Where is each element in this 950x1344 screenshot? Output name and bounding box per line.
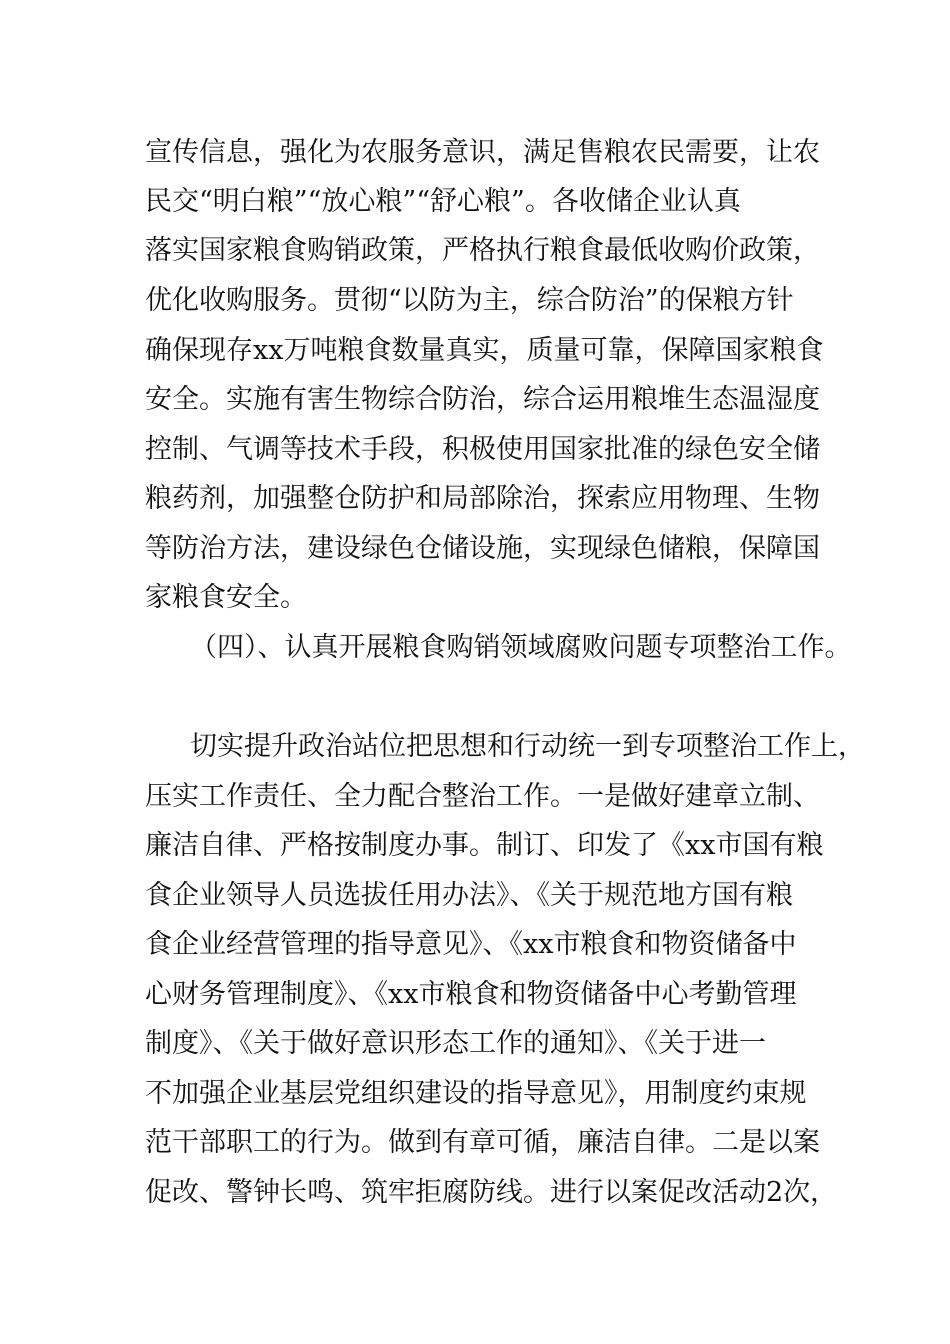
paragraph2-line-6: 心财务管理制度》、《xx市粮食和物资储备中心考勤管理 xyxy=(145,979,797,1010)
paragraph2-line-8: 不加强企业基层党组织建设的指导意见》，用制度约束规 xyxy=(145,1078,807,1109)
paragraph1-line-2: 民交“明白粮”“放心粮”“舒心粮”。各收储企业认真 xyxy=(145,186,741,217)
paragraph1-line-5: 确保现存xx万吨粮食数量真实，质量可靠，保障国家粮食 xyxy=(145,335,824,366)
paragraph1-line-3: 落实国家粮食购销政策，严格执行粮食最低收购价政策， xyxy=(145,235,820,266)
paragraph2-line-10: 促改、警钟长鸣、筑牢拒腐防线。进行以案促改活动2次， xyxy=(145,1177,838,1208)
paragraph1-line-1: 宣传信息，强化为农服务意识，满足售粮农民需要，让农 xyxy=(145,137,820,168)
paragraph2-line-3: 廉洁自律、严格按制度办事。制订、印发了《xx市国有粮 xyxy=(145,830,824,861)
paragraph1-line-8: 粮药剂，加强整仓防护和局部除治，探索应用物理、生物 xyxy=(145,483,820,514)
paragraph1-line-9: 等防治方法，建设绿色仓储设施，实现绿色储粮，保障国 xyxy=(145,533,820,564)
section-heading: （四）、认真开展粮食购销领域腐败问题专项整治工作。 xyxy=(190,632,852,663)
paragraph2-line-1: 切实提升政治站位把思想和行动统一到专项整治工作上， xyxy=(190,731,865,762)
paragraph1-line-6: 安全。实施有害生物综合防治，综合运用粮堆生态温湿度 xyxy=(145,384,820,415)
paragraph2-line-2: 压实工作责任、全力配合整治工作。一是做好建章立制、 xyxy=(145,781,820,812)
paragraph2-line-4: 食企业领导人员选拔任用办法》、《关于规范地方国有粮 xyxy=(145,880,793,911)
paragraph1-line-4: 优化收购服务。贯彻“以防为主，综合防治”的保粮方针 xyxy=(145,285,794,316)
paragraph2-line-5: 食企业经营管理的指导意见》、《xx市粮食和物资储备中 xyxy=(145,929,797,960)
paragraph2-line-9: 范干部职工的行为。做到有章可循，廉洁自律。二是以案 xyxy=(145,1127,820,1158)
paragraph1-line-7: 控制、气调等技术手段，积极使用国家批准的绿色安全储 xyxy=(145,434,820,465)
paragraph1-line-10: 家粮食安全。 xyxy=(145,582,307,613)
paragraph2-line-7: 制度》、《关于做好意识形态工作的通知》、《关于进一 xyxy=(145,1028,766,1059)
